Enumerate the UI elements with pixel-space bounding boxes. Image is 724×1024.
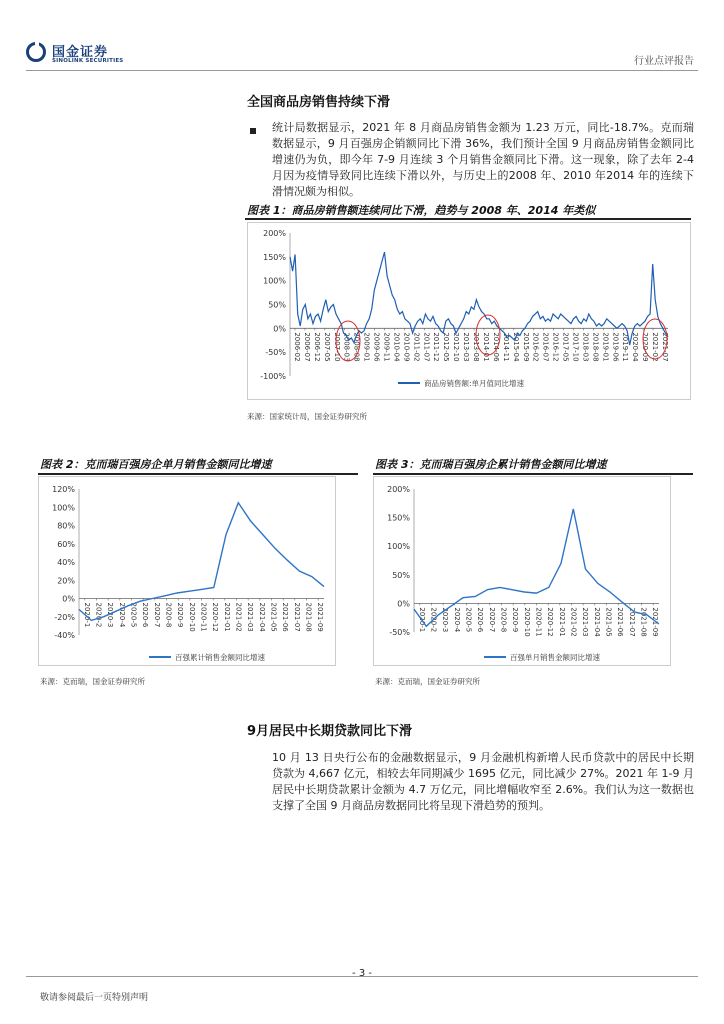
x-tick-label: 2021-05: [269, 602, 278, 632]
x-tick-label: 2020-10: [187, 602, 196, 632]
x-tick-label: 2020-6: [141, 602, 150, 628]
y-tick-label: 80%: [57, 521, 75, 531]
x-tick-label: 2021-02: [569, 607, 578, 637]
y-tick-label: 20%: [57, 576, 75, 586]
section1-title: 全国商品房销售持续下滑: [247, 95, 391, 110]
x-tick-label: 2016-02: [531, 332, 540, 362]
x-tick-label: 2020-6: [476, 607, 485, 633]
figure3-chart: [373, 476, 671, 666]
x-tick-label: 2021-09: [316, 602, 325, 632]
x-tick-label: 2021-08: [639, 607, 648, 637]
x-tick-label: 2021-09: [651, 607, 660, 637]
x-tick-label: 2010-09: [402, 332, 411, 362]
x-tick-label: 2021-07: [292, 602, 301, 632]
y-tick-label: 100%: [52, 503, 75, 513]
series-line: [290, 252, 668, 345]
x-tick-label: 2006-02: [292, 332, 301, 362]
x-tick-label: 2020-5: [129, 602, 138, 628]
y-tick-label: 60%: [57, 539, 75, 549]
x-tick-label: 2014-11: [501, 332, 510, 362]
y-tick-label: -40%: [54, 631, 75, 640]
x-tick-label: 2010-04: [392, 332, 401, 362]
y-tick-label: 50%: [392, 570, 410, 580]
x-tick-label: 2008-03: [342, 332, 351, 362]
x-tick-label: 2009-06: [372, 332, 381, 362]
x-tick-label: 2021-03: [246, 602, 255, 632]
y-tick-label: 150%: [263, 252, 286, 262]
x-tick-label: 2017-10: [571, 332, 580, 362]
footer-divider: [26, 976, 698, 977]
x-tick-label: 2021-01: [222, 602, 231, 632]
y-tick-label: -50%: [265, 348, 286, 358]
legend-label: 百强单月销售金额同比增速: [510, 653, 600, 662]
x-tick-label: 2020-4: [452, 607, 461, 633]
y-tick-label: 200%: [387, 485, 410, 494]
x-tick-label: 2020-11: [534, 607, 543, 637]
x-tick-label: 2020-3: [441, 607, 450, 633]
chart3-svg: [374, 477, 672, 667]
x-tick-label: 2021-06: [281, 602, 290, 632]
x-tick-label: 2021-08: [304, 602, 313, 632]
figure1-title: 图表 1：商品房销售额连续同比下滑，趋势与 2008 年、2014 年类似: [247, 204, 596, 217]
x-tick-label: 2020-3: [106, 602, 115, 628]
x-tick-label: 2021-02: [651, 332, 660, 362]
x-tick-label: 2009-11: [382, 332, 391, 362]
x-tick-label: 2020-10: [522, 607, 531, 637]
x-tick-label: 2014-06: [491, 332, 500, 362]
x-tick-label: 2019-06: [611, 332, 620, 362]
figure1-chart: [247, 222, 691, 400]
figure2-source: 来源：克而瑞，国金证券研究所: [40, 677, 145, 686]
page-number: - 3 -: [352, 968, 372, 979]
x-tick-label: 2020-5: [464, 607, 473, 633]
footer-disclaimer: 敬请参阅最后一页特别声明: [40, 993, 149, 1003]
y-tick-label: -50%: [389, 628, 410, 637]
report-type: 行业点评报告: [634, 56, 694, 67]
x-tick-label: 2020-04: [631, 332, 640, 362]
x-tick-label: 2021-06: [616, 607, 625, 637]
x-tick-label: 2020-1: [417, 607, 426, 633]
x-tick-label: 2008-08: [352, 332, 361, 362]
section2-paragraph: 10 月 13 日央行公布的金融数据显示，9 月金融机构新增人民币贷款中的居民中长期贷款为 4,667 亿元，相较去年同期减少 1695 亿元，同比减少 27%。2021 年 1-9 月居民中长期贷款累计金额为 4.7 万亿元，同比增幅收窄至 2.6%。我们认为这一数据也支撑了全国 9 月商品房数据同比将呈现下滑趋势的预判。: [272, 751, 694, 812]
x-tick-label: 2020-11: [199, 602, 208, 632]
x-tick-label: 2020-9: [511, 607, 520, 633]
x-tick-label: 2020-12: [211, 602, 220, 632]
y-tick-label: 0%: [273, 324, 286, 334]
y-tick-label: 40%: [57, 558, 75, 567]
x-tick-label: 2013-08: [472, 332, 481, 362]
y-tick-label: 150%: [387, 513, 410, 523]
x-tick-label: 2020-7: [487, 607, 496, 633]
x-tick-label: 2020-8: [499, 607, 508, 633]
x-tick-label: 2021-04: [592, 607, 601, 637]
y-tick-label: 120%: [52, 485, 75, 494]
x-tick-label: 2021-07: [627, 607, 636, 637]
legend-label: 商品房销售额:单月值同比增速: [424, 379, 525, 388]
chart2-svg: [39, 477, 337, 667]
x-tick-label: 2018-03: [581, 332, 590, 362]
x-tick-label: 2007-05: [322, 332, 331, 362]
x-tick-label: 2021-04: [257, 602, 266, 632]
x-tick-label: 2020-2: [429, 607, 438, 633]
figure3-source: 来源：克而瑞，国金证券研究所: [375, 677, 480, 686]
x-tick-label: 2014-01: [481, 332, 490, 362]
x-tick-label: 2011-02: [412, 332, 421, 362]
x-tick-label: 2015-09: [521, 332, 530, 362]
y-tick-label: 100%: [263, 276, 286, 286]
company-logo-icon: [26, 42, 46, 62]
x-tick-label: 2020-7: [152, 602, 161, 628]
x-tick-label: 2021-03: [581, 607, 590, 637]
x-tick-label: 2015-04: [511, 332, 520, 362]
x-tick-label: 2017-05: [561, 332, 570, 362]
figure1-source: 来源：国家统计局，国金证券研究所: [247, 412, 367, 421]
x-tick-label: 2006-12: [312, 332, 321, 362]
x-tick-label: 2020-8: [164, 602, 173, 628]
x-tick-label: 2019-11: [621, 332, 630, 362]
x-tick-label: 2021-01: [557, 607, 566, 637]
header-divider: [26, 70, 698, 71]
x-tick-label: 2016-12: [551, 332, 560, 362]
x-tick-label: 2016-07: [541, 332, 550, 362]
y-tick-label: 100%: [387, 542, 410, 552]
x-tick-label: 2020-9: [176, 602, 185, 628]
x-tick-label: 2013-03: [462, 332, 471, 362]
figure2-chart: [38, 476, 336, 666]
y-tick-label: -100%: [260, 372, 286, 381]
x-tick-label: 2012-10: [452, 332, 461, 362]
x-tick-label: 2020-4: [117, 602, 126, 628]
x-tick-label: 2020-09: [641, 332, 650, 362]
legend-label: 百强累计销售金额同比增速: [175, 653, 265, 662]
y-tick-label: 0%: [397, 599, 410, 609]
section2-title: 9月居民中长期贷款同比下滑: [247, 724, 413, 739]
y-tick-label: 200%: [263, 229, 286, 238]
x-tick-label: 2018-08: [591, 332, 600, 362]
y-tick-label: -20%: [54, 612, 75, 622]
x-tick-label: 2012-05: [442, 332, 451, 362]
figure2-rule: [38, 473, 358, 475]
x-tick-label: 2006-07: [302, 332, 311, 362]
section1-paragraph: 统计局数据显示，2021 年 8 月商品房销售金额为 1.23 万元，同比-18.7%。克而瑞数据显示，9 月百强房企销额同比下滑 36%，我们预计全国 9 月商品房销售金额同比增速仍为负，即今年 7-9 月连续 3 个月销售金额同比下滑。这一现象，除了去年 2-4 月因为疫情导致同比连续下滑以外，与历史上的2008 年、2010 年2014 年的连续下滑情况颇为相似。: [272, 121, 694, 198]
x-tick-label: 2020-2: [94, 602, 103, 628]
x-tick-label: 2019-01: [601, 332, 610, 362]
y-tick-label: 50%: [268, 300, 286, 310]
bullet-icon: [250, 128, 256, 134]
figure3-rule: [373, 473, 693, 475]
logo-english-name: SINOLINK SECURITIES: [52, 58, 124, 64]
x-tick-label: 2007-10: [332, 332, 341, 362]
logo-chinese-name: 国金证券: [52, 45, 109, 60]
x-tick-label: 2020-1: [82, 602, 91, 628]
x-tick-label: 2020-12: [546, 607, 555, 637]
x-tick-label: 2021-07: [661, 332, 670, 362]
y-tick-label: 0%: [62, 594, 75, 604]
x-tick-label: 2011-12: [432, 332, 441, 362]
figure1-rule: [245, 218, 691, 220]
x-tick-label: 2021-05: [604, 607, 613, 637]
chart1-svg: [248, 223, 692, 401]
figure3-title: 图表 3：克而瑞百强房企累计销售金额同比增速: [375, 458, 607, 471]
x-tick-label: 2009-01: [362, 332, 371, 362]
figure2-title: 图表 2：克而瑞百强房企单月销售金额同比增速: [40, 458, 272, 471]
x-tick-label: 2021-02: [234, 602, 243, 632]
x-tick-label: 2011-07: [422, 332, 431, 362]
